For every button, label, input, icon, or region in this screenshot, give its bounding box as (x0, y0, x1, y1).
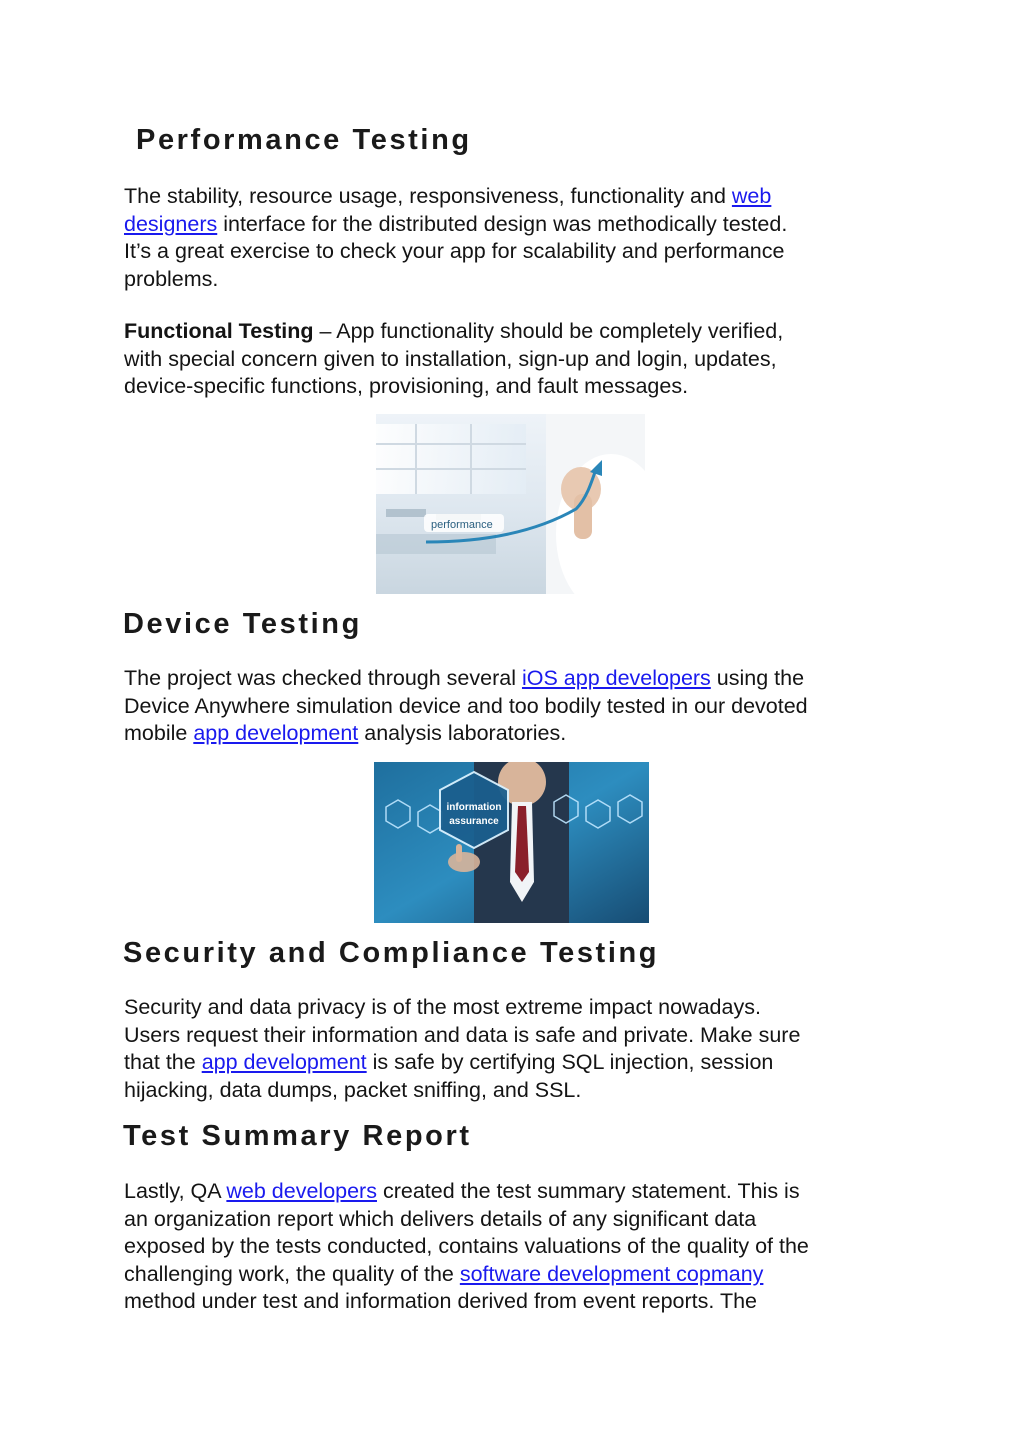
text-span: – App functionality should be completely verified, (313, 319, 784, 343)
link-web-designers-part2[interactable]: designers (124, 211, 218, 236)
paragraph-device-testing (124, 665, 914, 748)
text-span: mobile (124, 721, 194, 746)
text-span: The stability, resource usage, responsiveness, functionality and (124, 184, 732, 208)
text-line: method under test and information derived from event reports. The (124, 1289, 758, 1314)
text-line (124, 1178, 914, 1206)
text-line (124, 318, 914, 346)
text-line: device-specific functions, provisioning, and fault messages. (124, 374, 689, 399)
text-span: challenging work, the quality of the (124, 1261, 460, 1286)
link-app-development[interactable]: app development (193, 721, 359, 746)
text-line: an organization report which delivers details of any significant data (124, 1206, 757, 1231)
text-line: hijacking, data dumps, packet sniffing, and SSL. (124, 1077, 582, 1102)
information-assurance-image (374, 762, 649, 923)
text-line (124, 720, 914, 748)
text-span: using the (710, 666, 805, 690)
link-ios-app-developers[interactable]: iOS app developers (521, 666, 711, 690)
text-line: problems. (124, 266, 219, 291)
text-line: with special concern given to installation, sign-up and login, updates, (124, 346, 777, 371)
text-span: interface for the distributed design was methodically tested. (217, 211, 788, 236)
paragraph-functional-testing (124, 318, 914, 401)
bold-label-functional-testing: Functional Testing (124, 319, 314, 343)
text-line (124, 1261, 914, 1289)
paragraph-security-testing (124, 994, 914, 1104)
text-line (124, 183, 914, 211)
text-span: is safe by certifying SQL injection, session (366, 1050, 774, 1075)
heading-device-testing: Device Testing (123, 608, 362, 640)
performance-photo-illustration (376, 414, 645, 594)
heading-test-summary-report: Test Summary Report (123, 1120, 472, 1152)
text-line: Device Anywhere simulation device and too bodily tested in our devoted (124, 693, 808, 718)
text-line: Security and data privacy is of the most extreme impact nowadays. (124, 995, 761, 1019)
text-span: that the (124, 1050, 202, 1075)
info-image-label-2: assurance (449, 816, 499, 827)
text-line (124, 1049, 914, 1077)
link-web-developers[interactable]: web developers (226, 1179, 377, 1203)
text-line (124, 211, 914, 239)
link-web-designers-part1[interactable]: web (731, 184, 772, 208)
paragraph-performance-intro (124, 183, 914, 293)
heading-performance-testing: Performance Testing (136, 124, 472, 156)
text-span: Lastly, QA (124, 1179, 227, 1203)
information-assurance-photo-illustration (374, 762, 649, 923)
text-line: It’s a great exercise to check your app for scalability and performance (124, 239, 785, 264)
info-image-label-1: information (446, 802, 502, 813)
text-line: Users request their information and data is safe and private. Make sure (124, 1022, 801, 1047)
heading-security-compliance: Security and Compliance Testing (123, 937, 660, 969)
text-span: The project was checked through several (124, 666, 522, 690)
text-line (124, 665, 914, 693)
link-software-development-company[interactable]: software development copmany (459, 1261, 764, 1286)
performance-chart-image (376, 414, 645, 594)
text-span: created the test summary statement. This is (376, 1179, 800, 1203)
text-line: exposed by the tests conducted, contains valuations of the quality of the (124, 1234, 809, 1259)
link-app-development-security[interactable]: app development (201, 1050, 367, 1075)
performance-image-label: performance (431, 519, 493, 531)
paragraph-test-summary (124, 1178, 914, 1316)
text-span: analysis laboratories. (358, 721, 567, 746)
